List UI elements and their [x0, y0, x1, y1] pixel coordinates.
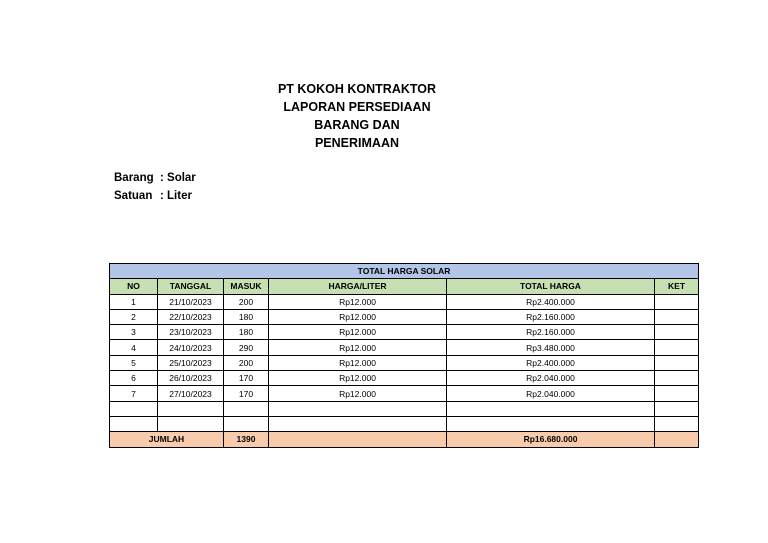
cell-masuk: 290 — [224, 340, 269, 355]
cell-harga: Rp12.000 — [269, 294, 447, 309]
satuan-label: Satuan — [114, 189, 153, 202]
cell-no: 1 — [110, 294, 158, 309]
table-row — [110, 355, 699, 370]
cell-ket — [655, 401, 699, 416]
footer-harga-total — [269, 432, 447, 447]
table-row — [110, 401, 699, 416]
cell-tanggal: 23/10/2023 — [158, 325, 224, 340]
cell-masuk — [224, 401, 269, 416]
footer-masuk-total: 1390 — [224, 432, 269, 447]
cell-no — [110, 416, 158, 431]
barang-row — [114, 170, 196, 188]
table-row — [110, 386, 699, 401]
cell-total: Rp2.160.000 — [447, 309, 655, 324]
footer-grand-total: Rp16.680.000 — [447, 432, 655, 447]
cell-harga: Rp12.000 — [269, 371, 447, 386]
cell-total: Rp3.480.000 — [447, 340, 655, 355]
cell-masuk: 170 — [224, 371, 269, 386]
table-footer-row — [110, 432, 699, 447]
table-header-row — [110, 279, 699, 294]
cell-no — [110, 401, 158, 416]
cell-tanggal: 22/10/2023 — [158, 309, 224, 324]
cell-masuk — [224, 416, 269, 431]
column-header-tanggal: TANGGAL — [158, 279, 224, 294]
cell-harga: Rp12.000 — [269, 386, 447, 401]
cell-harga: Rp12.000 — [269, 325, 447, 340]
report-title — [0, 80, 714, 152]
cell-no: 4 — [110, 340, 158, 355]
table-row — [110, 416, 699, 431]
cell-ket — [655, 340, 699, 355]
cell-tanggal — [158, 416, 224, 431]
stock-table — [109, 263, 699, 448]
cell-masuk: 180 — [224, 325, 269, 340]
cell-tanggal: 26/10/2023 — [158, 371, 224, 386]
cell-harga: Rp12.000 — [269, 355, 447, 370]
cell-no: 3 — [110, 325, 158, 340]
column-header-no: NO — [110, 279, 158, 294]
cell-total — [447, 416, 655, 431]
column-header-total-harga: TOTAL HARGA — [447, 279, 655, 294]
report-title-line-3: PENERIMAAN — [314, 136, 400, 150]
cell-tanggal: 24/10/2023 — [158, 340, 224, 355]
cell-tanggal: 21/10/2023 — [158, 294, 224, 309]
cell-no: 7 — [110, 386, 158, 401]
cell-tanggal — [158, 401, 224, 416]
barang-label: Barang — [114, 172, 154, 184]
satuan-row — [114, 188, 196, 206]
cell-no: 6 — [110, 371, 158, 386]
cell-harga: Rp12.000 — [269, 340, 447, 355]
barang-value: : Solar — [160, 172, 196, 184]
footer-label: JUMLAH — [110, 432, 224, 447]
table-row — [110, 309, 699, 324]
footer-ket — [655, 432, 699, 447]
company-name: PT KOKOH KONTRAKTOR — [277, 82, 437, 96]
report-title-line-1: LAPORAN PERSEDIAAN — [283, 100, 431, 114]
cell-total: Rp2.400.000 — [447, 355, 655, 370]
cell-total: Rp2.160.000 — [447, 325, 655, 340]
satuan-value: : Liter — [160, 189, 192, 202]
cell-ket — [655, 309, 699, 324]
cell-ket — [655, 386, 699, 401]
cell-total: Rp2.040.000 — [447, 386, 655, 401]
table-band-row — [110, 264, 699, 279]
cell-harga — [269, 401, 447, 416]
table-band-title: TOTAL HARGA SOLAR — [110, 264, 699, 279]
table-row — [110, 325, 699, 340]
cell-ket — [655, 325, 699, 340]
cell-total — [447, 401, 655, 416]
cell-no: 5 — [110, 355, 158, 370]
table-body — [110, 294, 699, 432]
cell-masuk: 200 — [224, 294, 269, 309]
column-header-harga-liter: HARGA/LITER — [269, 279, 447, 294]
report-title-line-2: BARANG DAN — [314, 118, 400, 132]
cell-ket — [655, 294, 699, 309]
cell-total: Rp2.400.000 — [447, 294, 655, 309]
cell-masuk: 170 — [224, 386, 269, 401]
cell-total: Rp2.040.000 — [447, 371, 655, 386]
cell-ket — [655, 416, 699, 431]
item-info — [114, 170, 196, 205]
column-header-masuk: MASUK — [224, 279, 269, 294]
cell-no: 2 — [110, 309, 158, 324]
cell-harga — [269, 416, 447, 431]
cell-ket — [655, 371, 699, 386]
table-row — [110, 340, 699, 355]
cell-masuk: 180 — [224, 309, 269, 324]
cell-tanggal: 25/10/2023 — [158, 355, 224, 370]
table-row — [110, 371, 699, 386]
cell-masuk: 200 — [224, 355, 269, 370]
column-header-ket: KET — [655, 279, 699, 294]
table-row — [110, 294, 699, 309]
cell-tanggal: 27/10/2023 — [158, 386, 224, 401]
cell-harga: Rp12.000 — [269, 309, 447, 324]
cell-ket — [655, 355, 699, 370]
